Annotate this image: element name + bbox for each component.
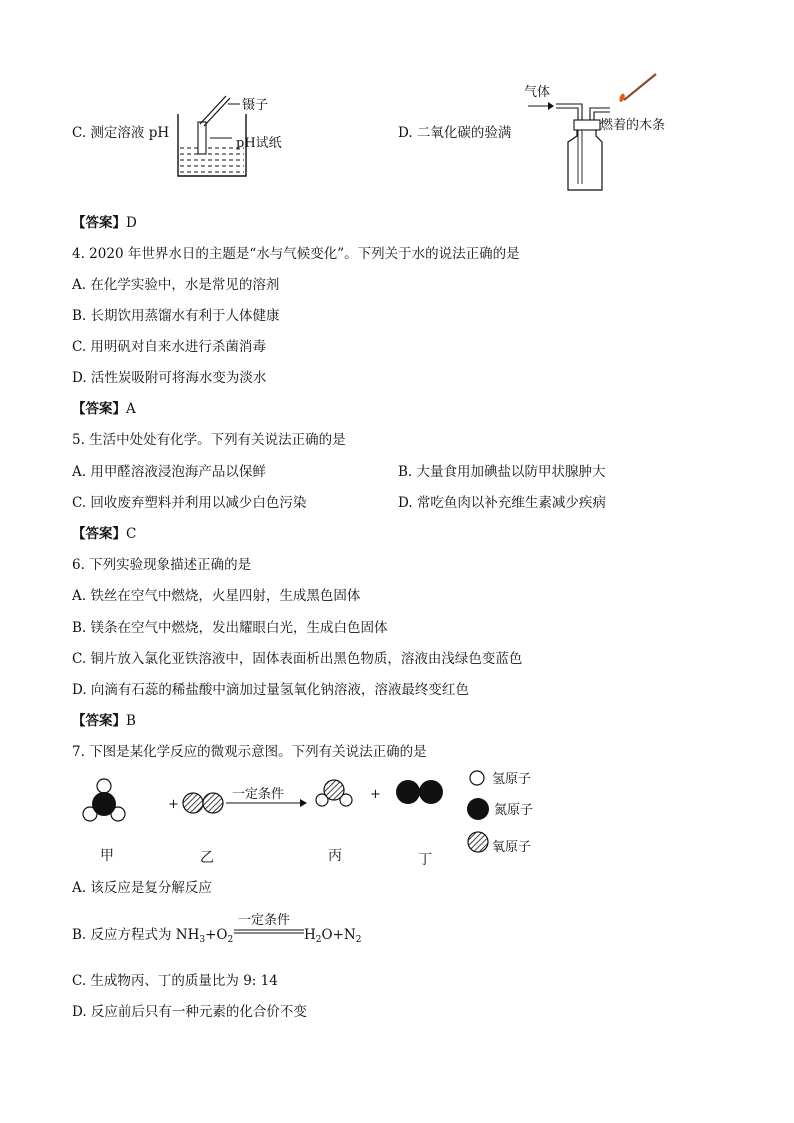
- q6-stem: 6. 下列实验现象描述正确的是: [72, 557, 252, 573]
- q4-option-d: D. 活性炭吸附可将海水变为淡水: [72, 370, 267, 386]
- q3-option-c: C. 测定溶液 pH: [72, 125, 170, 141]
- molecule-ding: [396, 780, 443, 804]
- label-jia: 甲: [100, 848, 114, 864]
- equation-arrow: [234, 908, 314, 938]
- q4-option-c: C. 用明矾对自来水进行杀菌消毒: [72, 339, 266, 355]
- q7-option-d: D. 反应前后只有一种元素的化合价不变: [72, 1004, 307, 1020]
- q5-option-d: D. 常吃鱼肉以补充维生素减少疾病: [398, 495, 606, 511]
- q7-option-a: A. 该反应是复分解反应: [72, 880, 212, 896]
- plus-sign: +: [168, 797, 179, 812]
- q6-option-b: B. 镁条在空气中燃烧，发出耀眼白光，生成白色固体: [72, 620, 388, 636]
- label-yi: 乙: [200, 850, 214, 866]
- molecule-jia: [83, 779, 125, 821]
- legend-hydrogen: 氢原子: [492, 772, 532, 787]
- q5-stem: 5. 生活中处处有化学。下列有关说法正确的是: [72, 432, 346, 448]
- ph-test-figure: [170, 92, 290, 182]
- q6-option-d: D. 向滴有石蕊的稀盐酸中滴加过量氢氧化钠溶液，溶液最终变红色: [72, 682, 469, 698]
- reaction-micro-diagram: [72, 772, 632, 872]
- molecule-yi: [183, 793, 223, 813]
- q7-stem: 7. 下图是某化学反应的微观示意图。下列有关说法正确的是: [72, 744, 427, 760]
- molecule-bing: [316, 780, 352, 806]
- q6-option-a: A. 铁丝在空气中燃烧，火星四射，生成黑色固体: [72, 588, 361, 604]
- q6-answer: 【答案】B: [72, 713, 136, 729]
- q6-option-c: C. 铜片放入氯化亚铁溶液中，固体表面析出黑色物质，溶液由浅绿色变蓝色: [72, 651, 523, 667]
- gas-label: 气体: [524, 85, 551, 100]
- q7-option-b: B. 反应方程式为 $NH_3+O_2$: [72, 927, 234, 945]
- legend-oxygen: 氧原子: [492, 840, 532, 855]
- q4-answer: 【答案】A: [72, 401, 136, 417]
- q5-option-b: B. 大量食用加碘盐以防甲状腺肿大: [398, 464, 606, 480]
- q4-option-b: B. 长期饮用蒸馏水有利于人体健康: [72, 308, 280, 324]
- q7-option-c: C. 生成物丙、丁的质量比为 9: 14: [72, 973, 278, 989]
- burning-stick-label: 燃着的木条: [600, 118, 666, 133]
- q5-answer: 【答案】C: [72, 526, 137, 542]
- label-bing: 丙: [328, 848, 342, 864]
- eq-condition-label: 一定条件: [238, 913, 291, 928]
- plus-sign-2: +: [370, 787, 381, 802]
- q4-stem: 4. 2020 年世界水日的主题是“水与气候变化”。下列关于水的说法正确的是: [72, 246, 520, 262]
- q4-option-a: A. 在化学实验中，水是常见的溶剂: [72, 277, 280, 293]
- label-ding: 丁: [418, 852, 432, 868]
- q3-option-d: D. 二氧化碳的验满: [398, 125, 512, 141]
- ph-paper-label: pH试纸: [236, 136, 282, 151]
- q5-option-a: A. 用甲醛溶液浸泡海产品以保鲜: [72, 464, 266, 480]
- q7-option-b-products: $H_2O+N_2$: [304, 927, 362, 945]
- legend: [467, 771, 533, 855]
- condition-label: 一定条件: [232, 787, 285, 802]
- q5-option-c: C. 回收废弃塑料并利用以减少白色污染: [72, 495, 307, 511]
- legend-nitrogen: 氮原子: [494, 803, 534, 818]
- q3-answer: 【答案】D: [72, 215, 137, 231]
- tweezers-label: 镊子: [242, 98, 269, 113]
- co2-test-figure: [520, 72, 700, 192]
